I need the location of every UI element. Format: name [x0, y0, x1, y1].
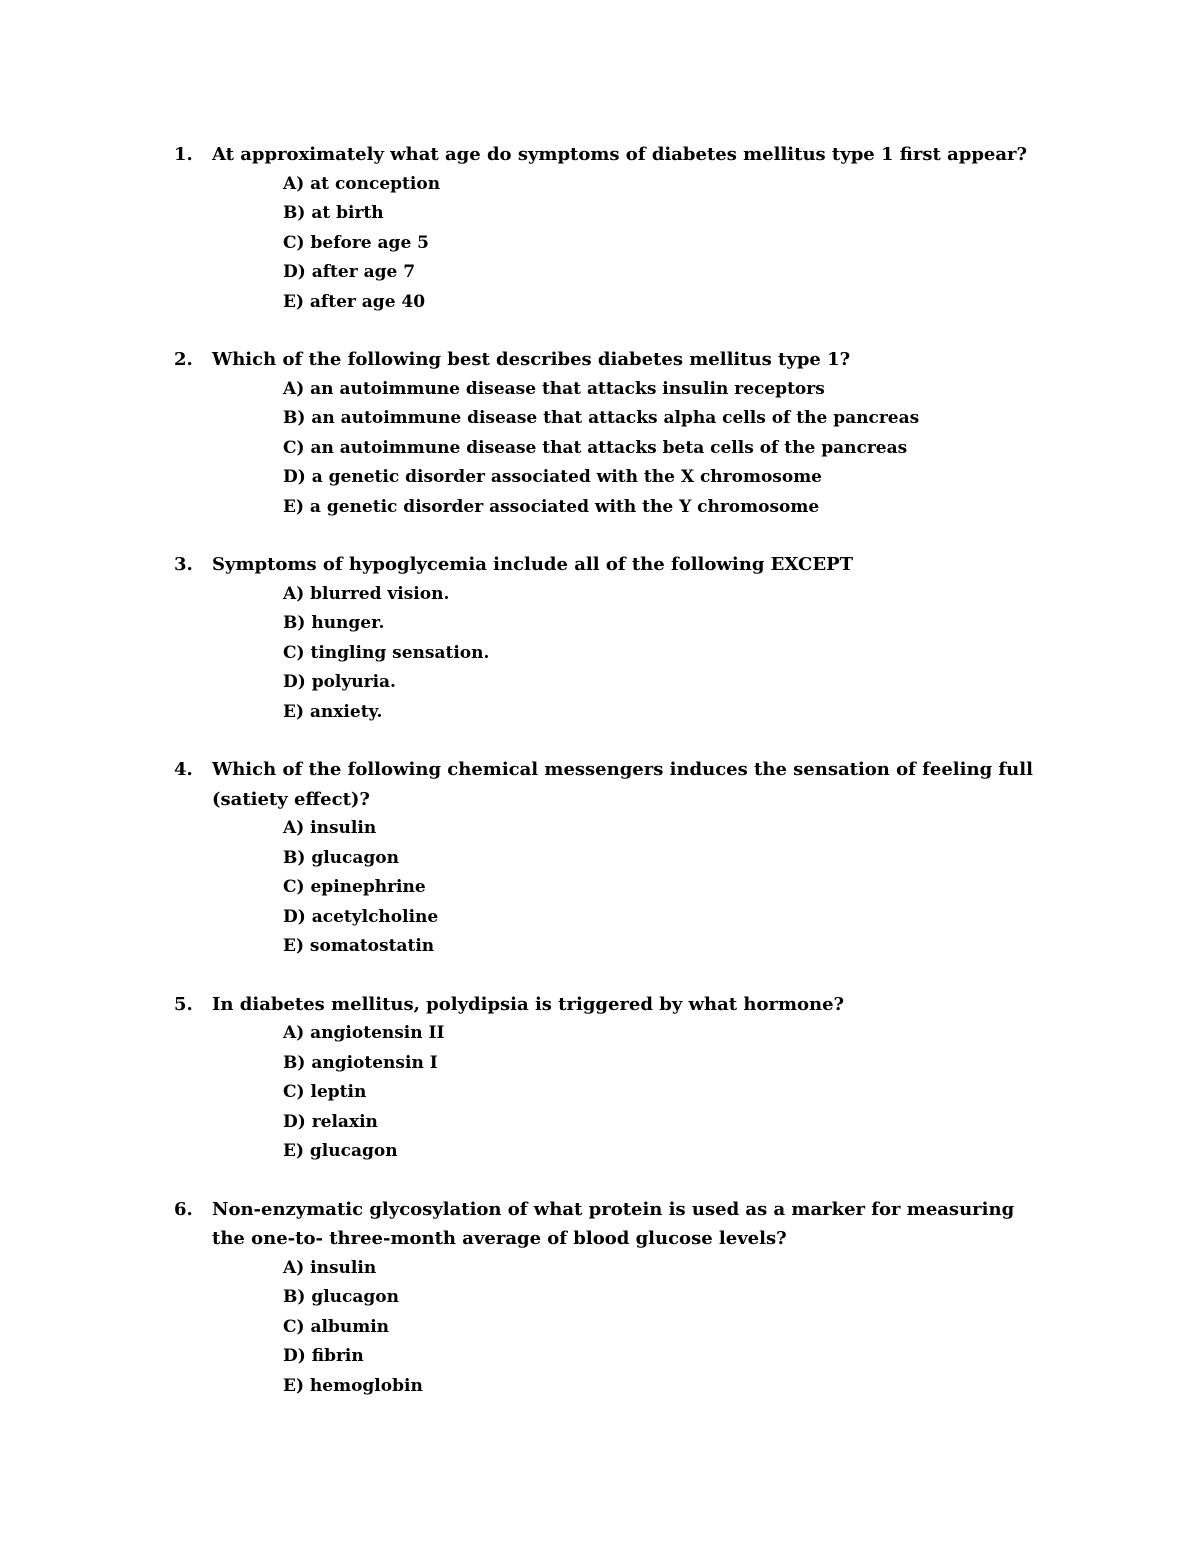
- answer-option: A) insulin: [283, 1257, 377, 1278]
- answer-option: B) angiotensin I: [283, 1052, 438, 1073]
- question-stem: [0, 140, 1200, 170]
- answer-option: B) glucagon: [283, 1287, 399, 1307]
- answer-option: E) glucagon: [283, 1141, 398, 1161]
- answer-option: A) blurred vision.: [283, 583, 450, 604]
- answer-option: D) acetylcholine: [283, 906, 439, 927]
- answer-option: C) tingling sensation.: [283, 642, 490, 663]
- answer-option: E) hemoglobin: [283, 1375, 423, 1396]
- question-text: Which of the following chemical messengers induces the sensation of feeling full (satiety effect)?: [212, 759, 1033, 810]
- question-stem: [0, 755, 1200, 814]
- answer-option: C) albumin: [283, 1316, 390, 1337]
- question-number: 4.: [174, 759, 193, 780]
- question-text: Non-enzymatic glycosylation of what protein is used as a marker for measuring the one-to- three-month average of blood glucose levels?: [212, 1198, 1015, 1249]
- question-stem: [0, 345, 1200, 375]
- answer-option: D) fibrin: [283, 1346, 364, 1366]
- question-stem: [0, 1195, 1200, 1254]
- question-number: 6.: [174, 1198, 193, 1220]
- answer-option: C) an autoimmune disease that attacks beta cells of the pancreas: [283, 437, 908, 458]
- answer-option: D) polyuria.: [283, 672, 396, 692]
- question-item: [0, 345, 1200, 522]
- question-stem: [0, 990, 1200, 1020]
- answer-option: C) before age 5: [283, 232, 430, 253]
- answer-options: [0, 1254, 1200, 1402]
- answer-option: C) leptin: [283, 1082, 367, 1102]
- answer-option: E) anxiety.: [283, 701, 383, 722]
- question-stem: [0, 550, 1200, 580]
- answer-option: E) a genetic disorder associated with the Y chromosome: [283, 496, 820, 517]
- answer-option: A) angiotensin II: [283, 1023, 445, 1043]
- answer-option: C) epinephrine: [283, 877, 426, 897]
- answer-option: A) insulin: [283, 818, 377, 838]
- question-text: Which of the following best describes diabetes mellitus type 1?: [212, 349, 851, 370]
- answer-option: B) an autoimmune disease that attacks alpha cells of the pancreas: [283, 408, 920, 428]
- question-item: [0, 990, 1200, 1167]
- answer-option: E) after age 40: [283, 291, 426, 312]
- question-item: [0, 755, 1200, 962]
- question-number: 2.: [174, 349, 193, 370]
- question-item: [0, 1195, 1200, 1402]
- question-list: [0, 140, 1200, 1429]
- question-text: At approximately what age do symptoms of diabetes mellitus type 1 first appear?: [212, 144, 1028, 165]
- answer-option: B) glucagon: [283, 847, 399, 868]
- question-text: Symptoms of hypoglycemia include all of the following EXCEPT: [212, 554, 854, 575]
- question-number: 5.: [174, 993, 193, 1015]
- answer-option: B) hunger.: [283, 613, 385, 633]
- answer-option: D) after age 7: [283, 262, 416, 282]
- answer-options: [0, 170, 1200, 318]
- answer-option: D) relaxin: [283, 1111, 378, 1132]
- question-number: 3.: [174, 554, 193, 575]
- question-number: 1.: [174, 144, 193, 165]
- question-item: [0, 140, 1200, 317]
- answer-option: A) an autoimmune disease that attacks insulin receptors: [283, 378, 825, 399]
- question-text: In diabetes mellitus, polydipsia is triggered by what hormone?: [212, 993, 845, 1015]
- answer-option: B) at birth: [283, 203, 384, 223]
- answer-option: A) at conception: [283, 173, 441, 194]
- answer-options: [0, 375, 1200, 523]
- answer-option: E) somatostatin: [283, 936, 435, 956]
- answer-options: [0, 1019, 1200, 1167]
- question-item: [0, 550, 1200, 727]
- answer-options: [0, 580, 1200, 728]
- answer-options: [0, 814, 1200, 962]
- answer-option: D) a genetic disorder associated with the X chromosome: [283, 467, 823, 487]
